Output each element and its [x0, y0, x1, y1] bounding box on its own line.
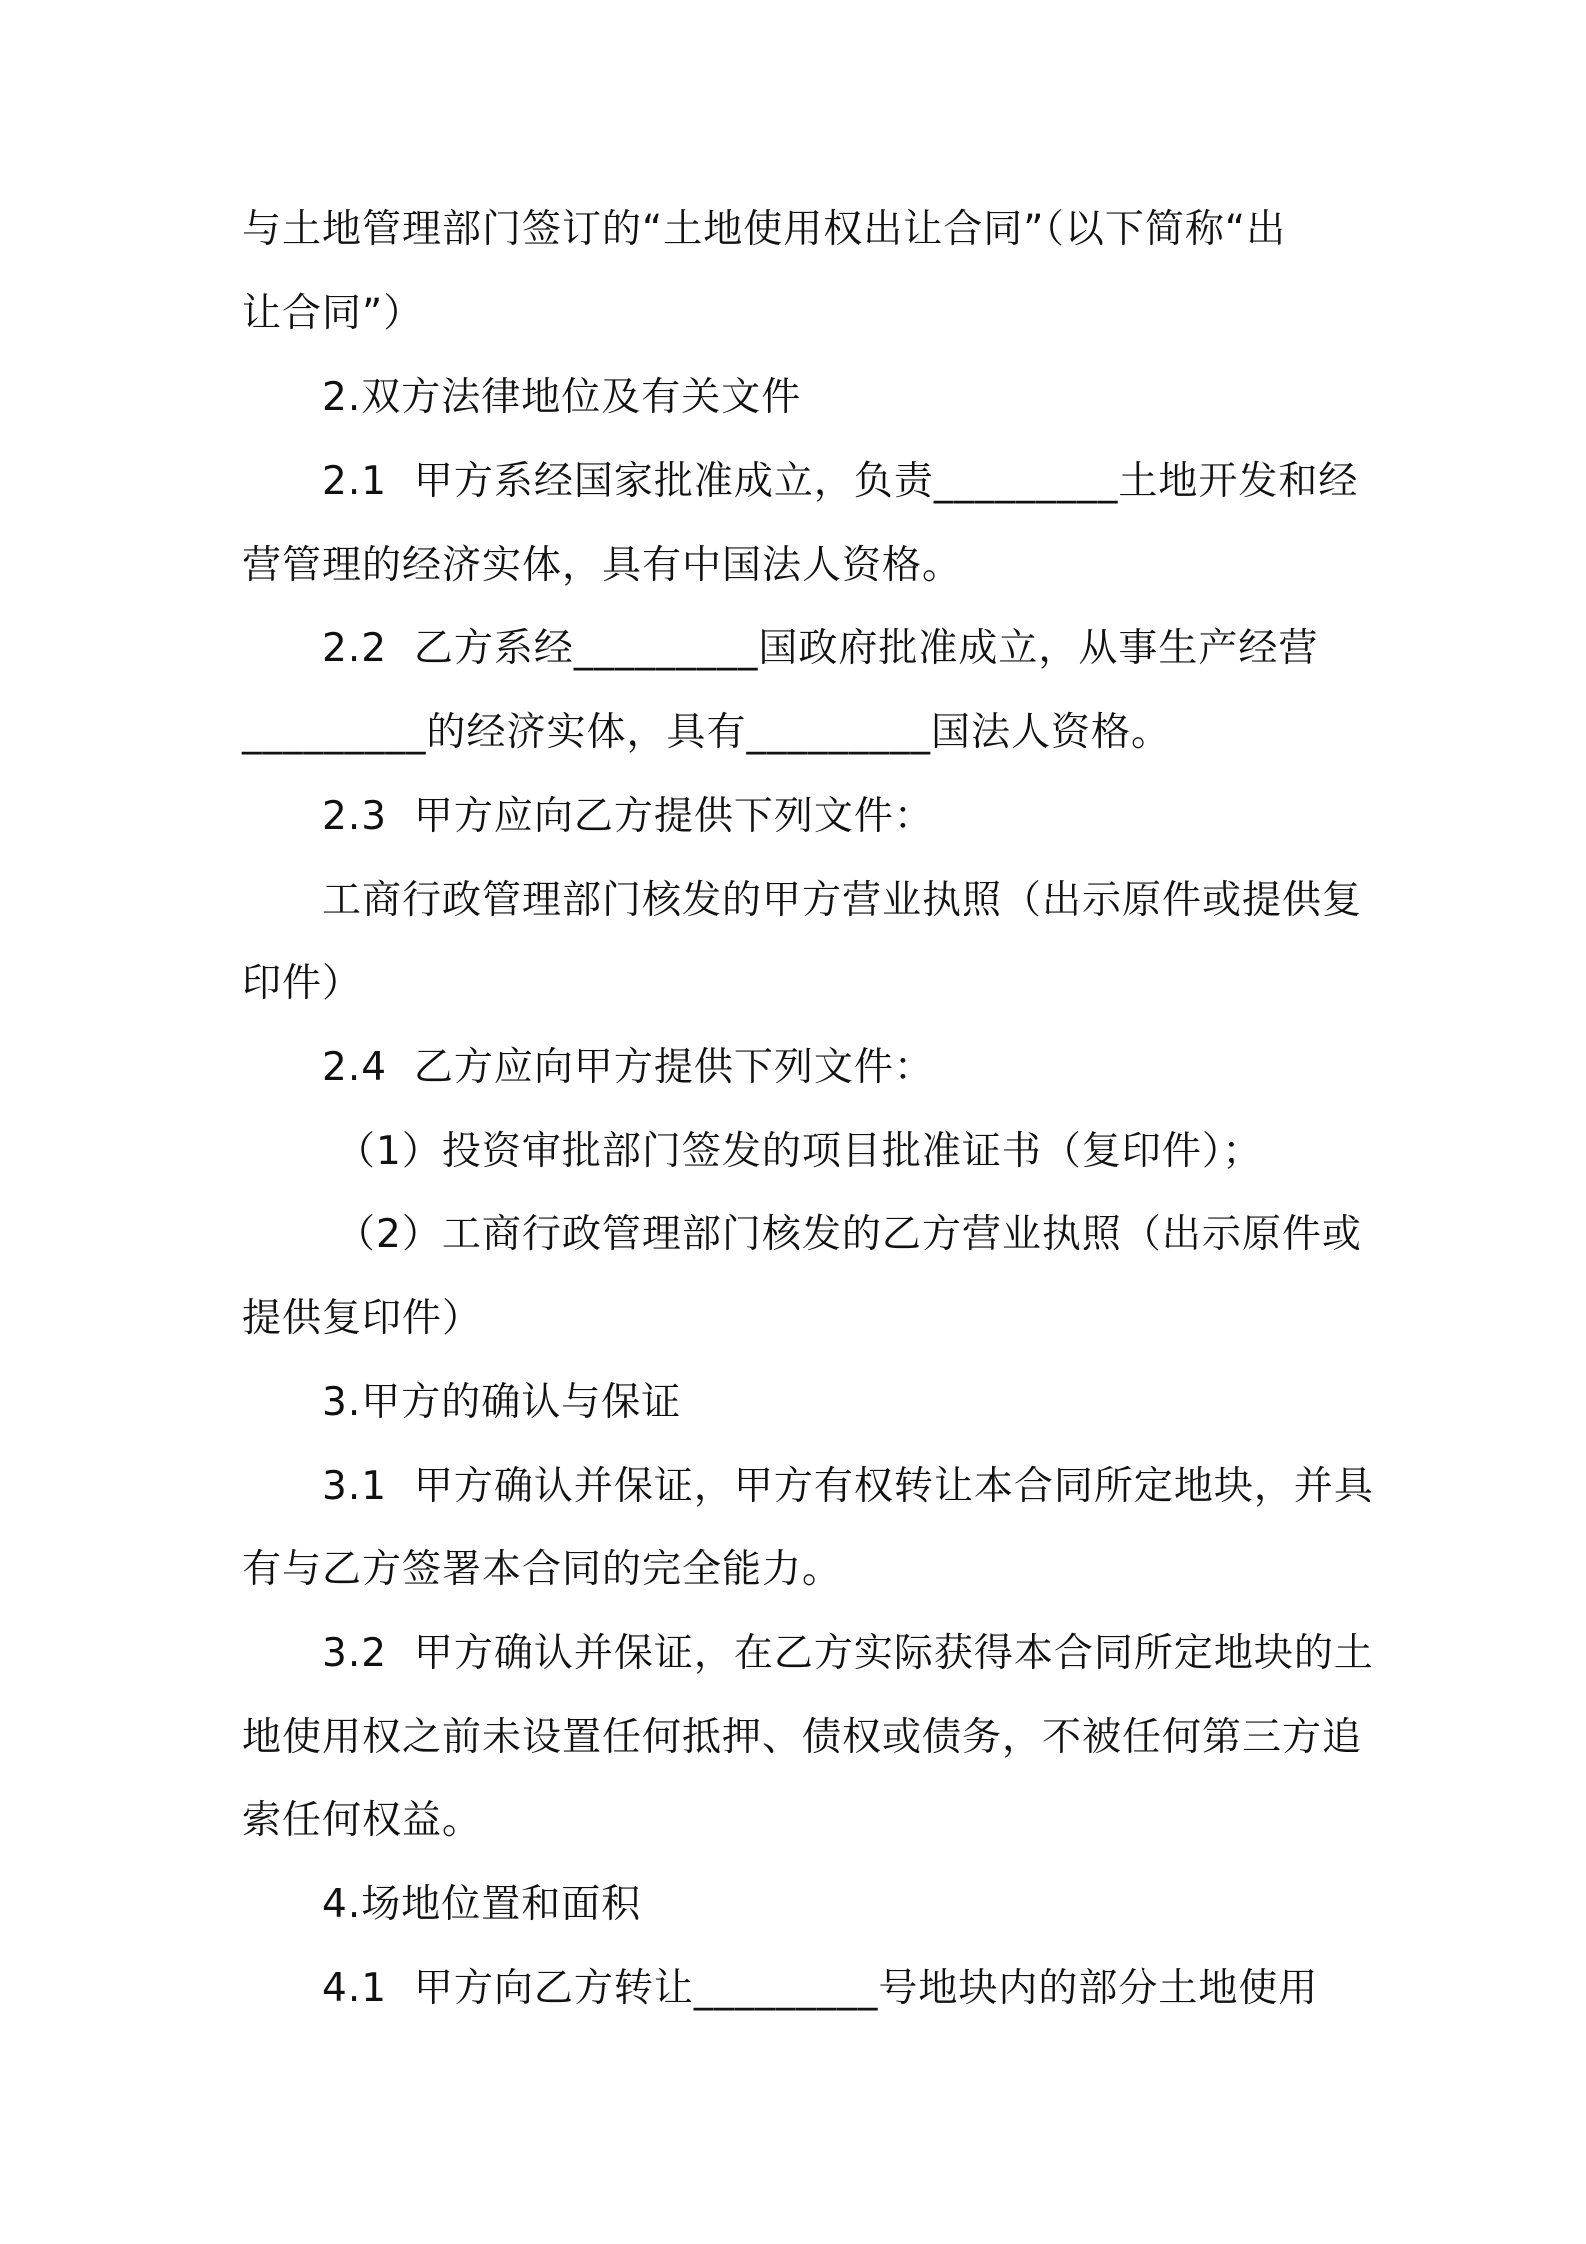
- section-heading-2: 2.双方法律地位及有关文件: [322, 375, 802, 420]
- clause-2-4-item-2-continued: 提供复印件）: [242, 1296, 483, 1341]
- clause-2-1: 2.1 甲方系经国家批准成立，负责_________土地开发和经: [322, 459, 1359, 504]
- section-heading-3: 3.甲方的确认与保证: [322, 1380, 682, 1425]
- clause-3-2: 3.2 甲方确认并保证，在乙方实际获得本合同所定地块的土: [322, 1631, 1374, 1676]
- text-line-2: 让合同”）: [242, 291, 424, 336]
- clause-2-3: 2.3 甲方应向乙方提供下列文件：: [322, 794, 934, 839]
- clause-3-1-continued: 有与乙方签署本合同的完全能力。: [242, 1547, 843, 1592]
- clause-2-3-item-continued: 印件）: [242, 961, 363, 1006]
- clause-2-3-item: 工商行政管理部门核发的甲方营业执照（出示原件或提供复: [322, 878, 1363, 923]
- clause-2-4-item-2: （2）工商行政管理部门核发的乙方营业执照（出示原件或: [336, 1212, 1362, 1257]
- clause-3-1: 3.1 甲方确认并保证，甲方有权转让本合同所定地块，并具: [322, 1464, 1374, 1509]
- text-line-1: 与土地管理部门签订的“土地使用权出让合同”（以下简称“出: [242, 207, 1287, 252]
- section-heading-4: 4.场地位置和面积: [322, 1882, 642, 1927]
- clause-2-2: 2.2 乙方系经_________国政府批准成立，从事生产经营: [322, 626, 1319, 671]
- clause-2-4-item-1: （1）投资审批部门签发的项目批准证书（复印件）；: [336, 1129, 1263, 1174]
- clause-2-1-continued: 营管理的经济实体，具有中国法人资格。: [242, 543, 963, 588]
- clause-2-4: 2.4 乙方应向甲方提供下列文件：: [322, 1045, 934, 1090]
- clause-3-2-continued-2: 索任何权益。: [242, 1798, 483, 1843]
- clause-3-2-continued-1: 地使用权之前未设置任何抵押、债权或债务，不被任何第三方追: [242, 1715, 1363, 1760]
- clause-4-1: 4.1 甲方向乙方转让_________号地块内的部分土地使用: [322, 1966, 1319, 2011]
- clause-2-2-continued: _________的经济实体，具有_________国法人资格。: [242, 710, 1172, 755]
